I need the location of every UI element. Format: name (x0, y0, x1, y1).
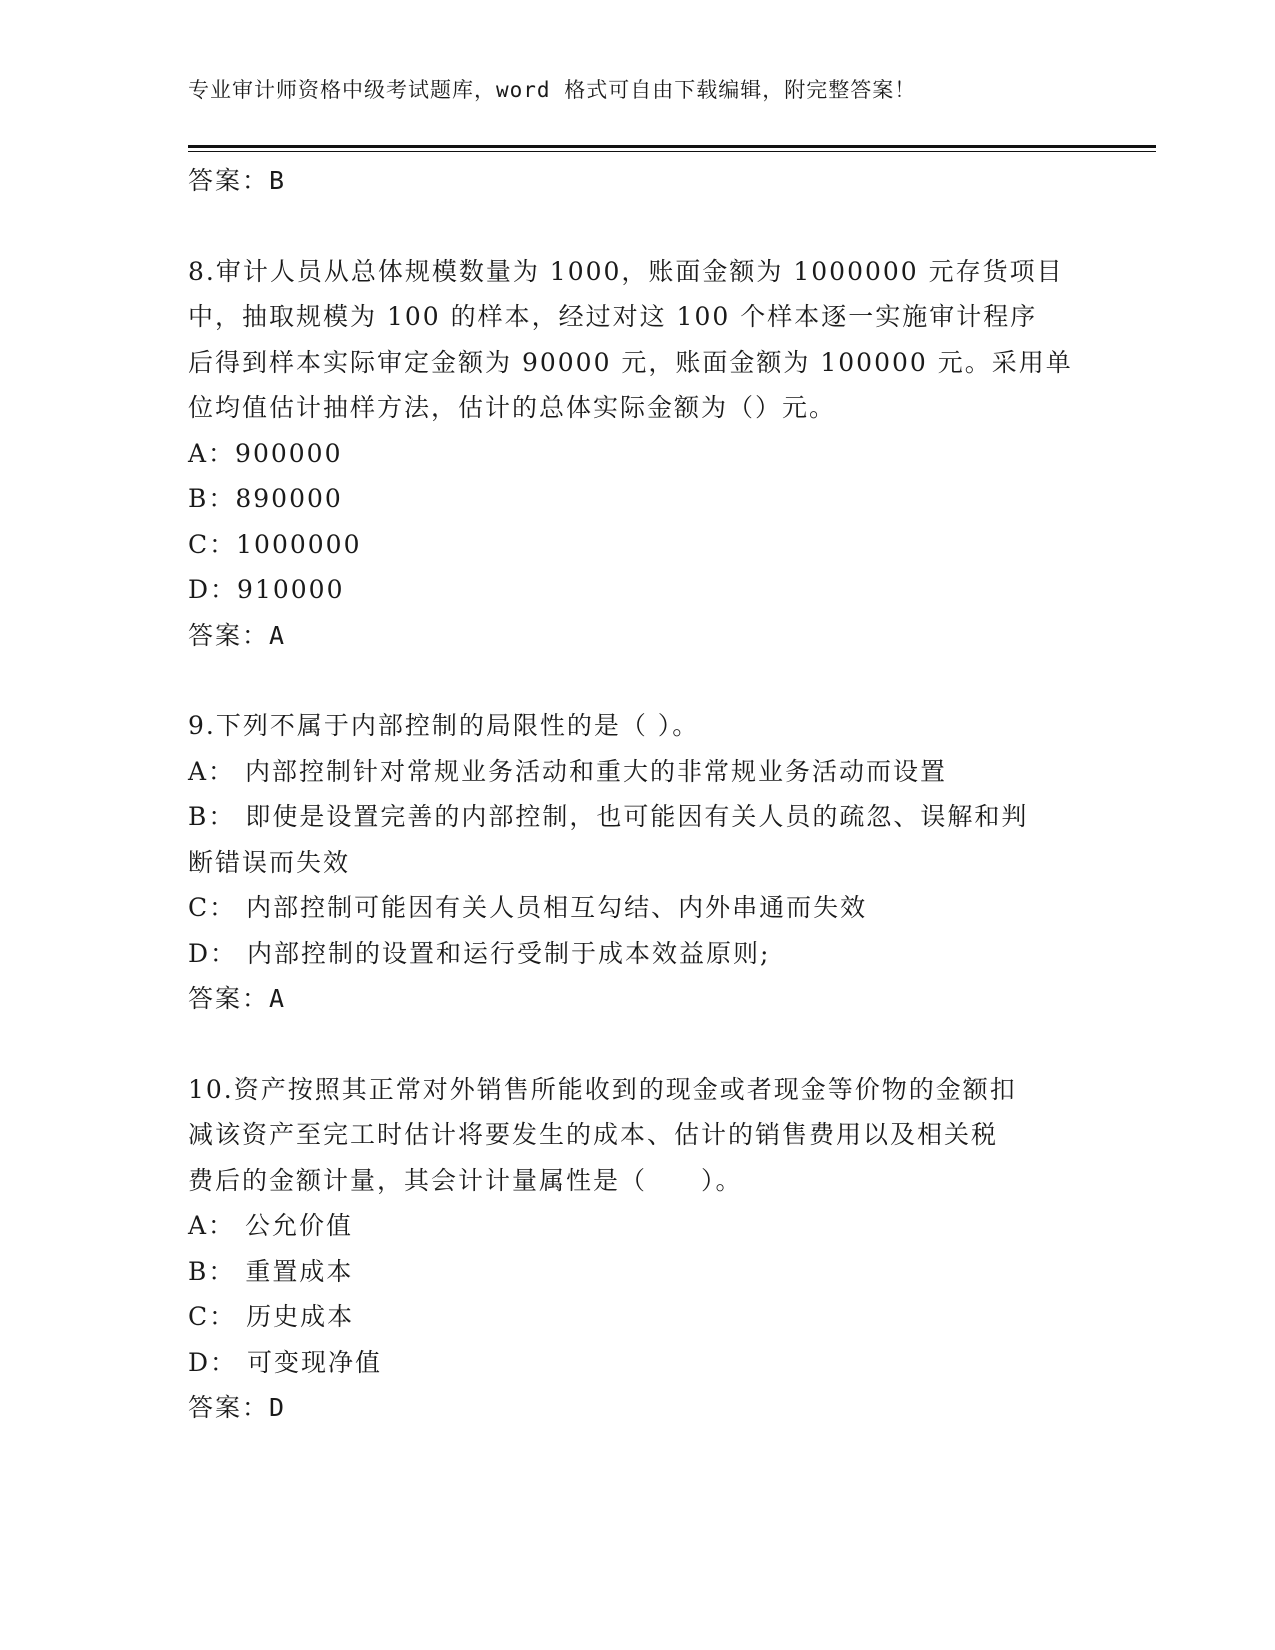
option-c: C： 历史成本 (188, 1302, 355, 1331)
option-b: B： 重置成本 (188, 1256, 354, 1286)
option-c: C： 内部控制可能因有关人员相互勾结、内外串通而失效 (188, 893, 868, 922)
question-block (188, 703, 1088, 1022)
question-stem-line: 减该资产至完工时估计将要发生的成本、估计的销售费用以及相关税 (188, 1120, 999, 1149)
option-c: C：1000000 (188, 529, 362, 559)
question-stem-line: 10.资产按照其正常对外销售所能收到的现金或者现金等价物的金额扣 (188, 1074, 1017, 1104)
question-stem-line: 中，抽取规模为 100 的样本，经过对这 100 个样本逐一实施审计程序 (188, 302, 1038, 331)
option-a: A：900000 (188, 438, 343, 468)
option-d: D： 内部控制的设置和运行受制于成本效益原则; (188, 938, 771, 968)
question-stem-line: 8.审计人员从总体规模数量为 1000，账面金额为 1000000 元存货项目 (188, 256, 1064, 286)
document-body (188, 158, 1088, 1431)
header-rule-thick (188, 145, 1156, 148)
previous-answer: 答案：B (188, 166, 287, 195)
spacer (188, 1022, 1088, 1067)
answer-line: 答案：D (188, 1393, 287, 1422)
option-b: B：890000 (188, 484, 343, 513)
question-stem-line: 9.下列不属于内部控制的局限性的是（ ）。 (188, 711, 700, 740)
option-a: A： 公允价值 (188, 1211, 354, 1240)
question-stem-line: 后得到样本实际审定金额为 90000 元，账面金额为 100000 元。采用单 (188, 347, 1073, 377)
question-stem-line: 费后的金额计量，其会计计量属性是（ ）。 (188, 1165, 743, 1195)
question-block (188, 249, 1088, 659)
spacer (188, 658, 1088, 703)
page-header: 专业审计师资格中级考试题库，word 格式可自由下载编辑，附完整答案！ (188, 78, 917, 102)
option-a: A： 内部控制针对常规业务活动和重大的非常规业务活动而设置 (188, 756, 948, 786)
answer-line: 答案：A (188, 984, 287, 1013)
header-rule-thin (188, 151, 1156, 152)
option-d: D： 可变现净值 (188, 1347, 382, 1377)
option-b: B： 即使是设置完善的内部控制，也可能因有关人员的疏忽、误解和判 (188, 802, 1029, 831)
option-b-continued: 断错误而失效 (188, 847, 351, 877)
answer-line: 答案：A (188, 620, 287, 650)
spacer (188, 204, 1088, 249)
question-stem-line: 位均值估计抽样方法，估计的总体实际金额为（）元。 (188, 393, 837, 422)
option-d: D：910000 (188, 575, 345, 604)
question-block (188, 1067, 1088, 1431)
